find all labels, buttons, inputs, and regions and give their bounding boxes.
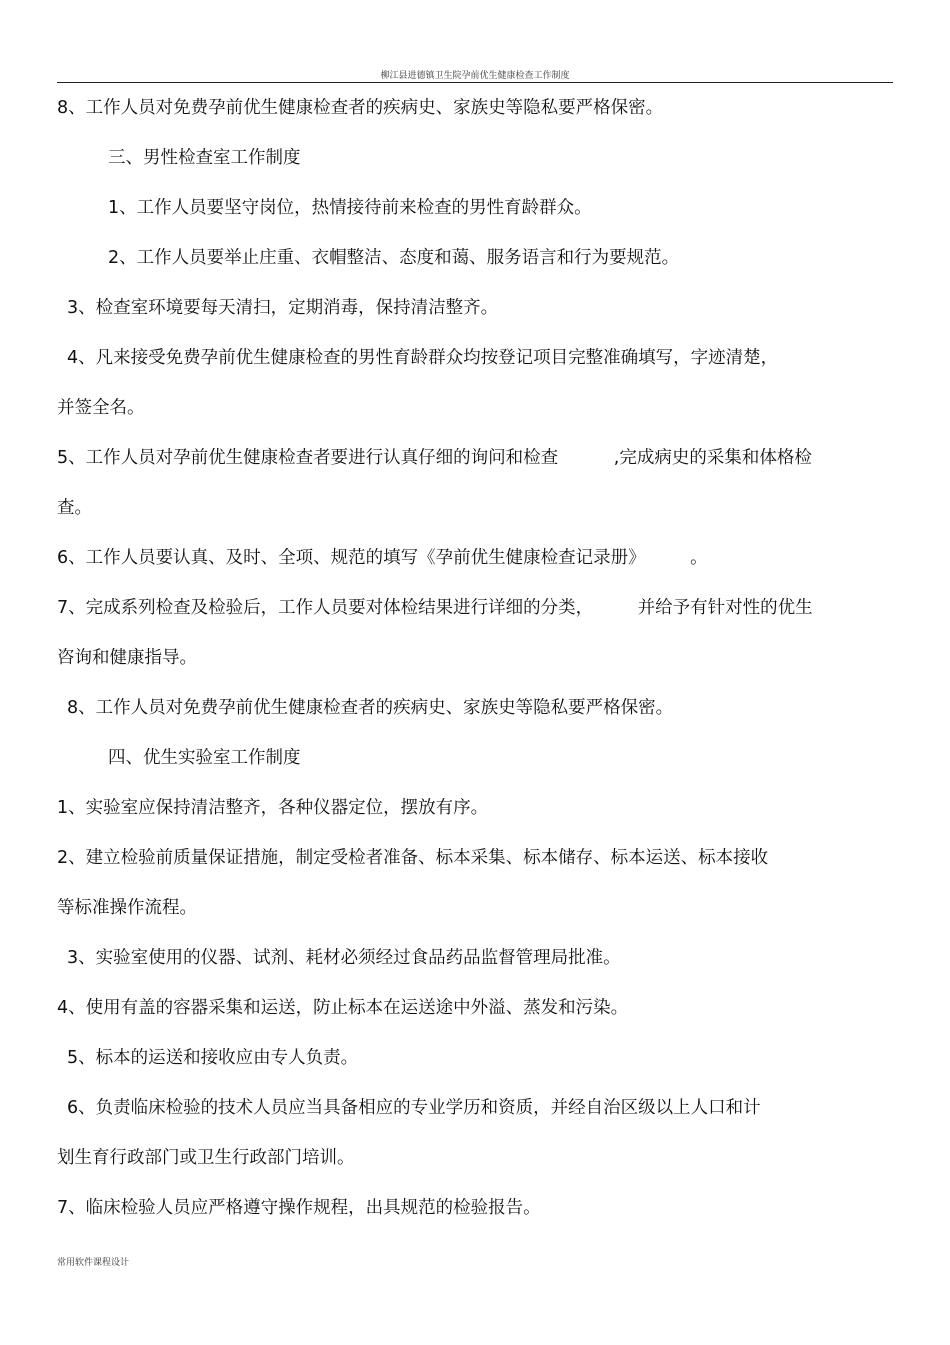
paragraph-line: 7、临床检验人员应严格遵守操作规程，出具规范的检验报告。 bbox=[57, 1198, 541, 1218]
paragraph-line: 2、工作人员要举止庄重、衣帽整洁、态度和蔼、服务语言和行为要规范。 bbox=[108, 248, 680, 268]
paragraph-line: 3、检查室环境要每天清扫，定期消毒，保持清洁整齐。 bbox=[67, 298, 499, 318]
paragraph-line: 1、实验室应保持清洁整齐，各种仪器定位，摆放有序。 bbox=[57, 798, 489, 818]
page-footer: 常用软件课程设计 bbox=[57, 1258, 130, 1268]
section-heading-male-exam-room: 三、男性检查室工作制度 bbox=[108, 148, 301, 168]
paragraph-line: 划生育行政部门或卫生行政部门培训。 bbox=[57, 1148, 355, 1168]
paragraph-line: 5、标本的运送和接收应由专人负责。 bbox=[67, 1048, 359, 1068]
paragraph-line: 2、建立检验前质量保证措施，制定受检者准备、标本采集、标本储存、标本运送、标本接收 bbox=[57, 848, 769, 868]
paragraph-line: 3、实验室使用的仪器、试剂、耗材必须经过食品药品监督管理局批准。 bbox=[67, 948, 621, 968]
page-header: 柳江县进德镇卫生院孕前优生健康检查工作制度 bbox=[380, 71, 570, 81]
paragraph-line: 查。 bbox=[57, 498, 92, 518]
paragraph-line: 4、使用有盖的容器采集和运送，防止标本在运送途中外溢、蒸发和污染。 bbox=[57, 998, 629, 1018]
paragraph-line: 7、完成系列检查及检验后，工作人员要对体检结果进行详细的分类， 并给予有针对性的优生 bbox=[57, 598, 813, 618]
paragraph-line: 8、工作人员对免费孕前优生健康检查者的疾病史、家族史等隐私要严格保密。 bbox=[57, 98, 664, 118]
paragraph-line: 5、工作人员对孕前优生健康检查者要进行认真仔细的询问和检查 ,完成病史的采集和体格检 bbox=[57, 448, 812, 468]
paragraph-line: 4、凡来接受免费孕前优生健康检查的男性育龄群众均按登记项目完整准确填写，字迹清楚， bbox=[67, 348, 779, 368]
header-divider bbox=[57, 82, 893, 83]
paragraph-line: 咨询和健康指导。 bbox=[57, 648, 197, 668]
paragraph-line: 8、工作人员对免费孕前优生健康检查者的疾病史、家族史等隐私要严格保密。 bbox=[67, 698, 674, 718]
section-heading-eugenics-lab: 四、优生实验室工作制度 bbox=[108, 748, 301, 768]
paragraph-line: 1、工作人员要坚守岗位，热情接待前来检查的男性育龄群众。 bbox=[108, 198, 592, 218]
paragraph-line: 并签全名。 bbox=[57, 398, 145, 418]
paragraph-line: 6、工作人员要认真、及时、全项、规范的填写《孕前优生健康检查记录册》 。 bbox=[57, 548, 708, 568]
paragraph-line: 等标准操作流程。 bbox=[57, 898, 197, 918]
paragraph-line: 6、负责临床检验的技术人员应当具备相应的专业学历和资质，并经自治区级以上人口和计 bbox=[67, 1098, 761, 1118]
